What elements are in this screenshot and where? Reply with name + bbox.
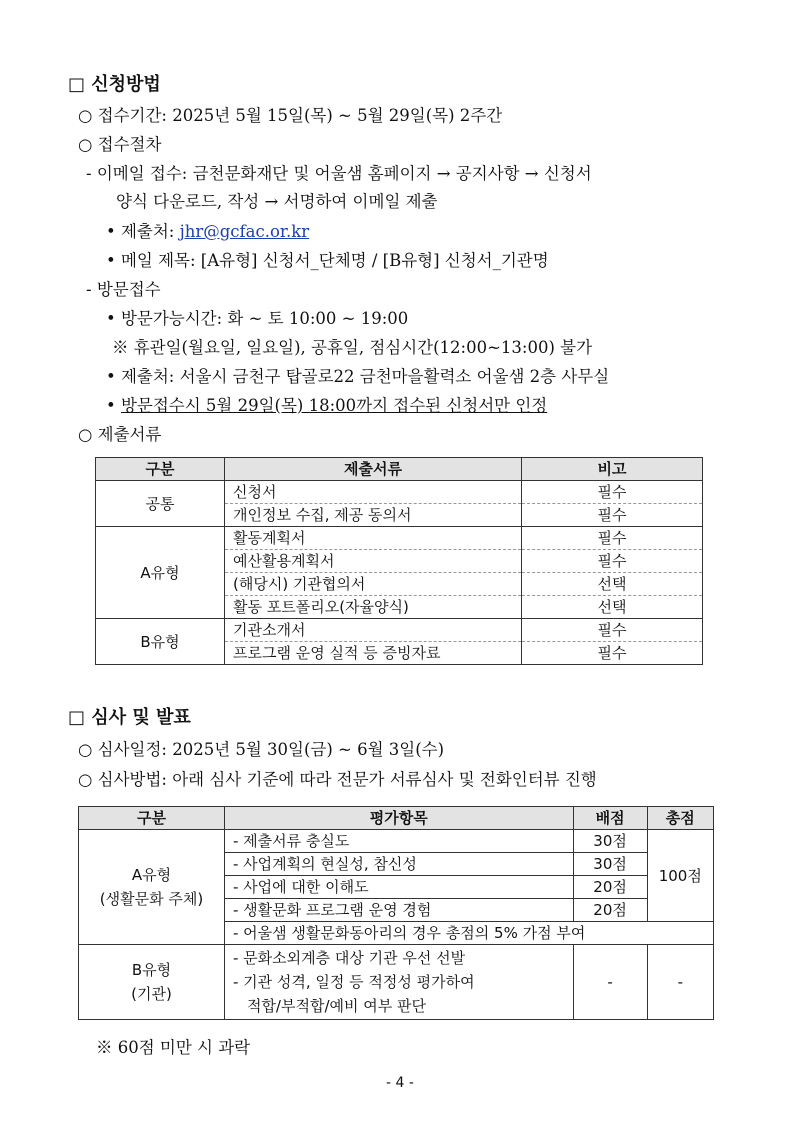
eval-b-item: - 문화소외계층 대상 기관 우선 선발 (232, 949, 466, 967)
application-period: ○ 접수기간: 2025년 5월 15일(목) ~ 5월 29일(목) 2주간 (78, 106, 503, 125)
eval-b-type-sub: (기관) (131, 985, 172, 1003)
document-remark: 선택 (522, 596, 703, 619)
docs-header-category: 구분 (96, 458, 225, 481)
fail-note: ※ 60점 미만 시 과락 (96, 1038, 251, 1057)
document-name: 예산활용계획서 (225, 550, 522, 573)
visit-submission-heading: - 방문접수 (86, 280, 161, 299)
document-name: (해당시) 기관협의서 (225, 573, 522, 596)
visit-place: • 제출처: 서울시 금천구 탑골로22 금천마을활력소 어울샘 2층 사무실 (106, 367, 610, 386)
eval-score: 30점 (573, 830, 647, 853)
document-name: 개인정보 수집, 제공 동의서 (225, 504, 522, 527)
document-remark: 필수 (522, 642, 703, 665)
eval-header-items: 평가항목 (224, 807, 573, 830)
eval-header-category: 구분 (79, 807, 225, 830)
eval-header-total: 총점 (647, 807, 713, 830)
mail-subject-line: • 메일 제목: [A유형] 신청서_단체명 / [B유형] 신청서_기관명 (106, 251, 549, 270)
table-row (79, 945, 714, 1020)
document-name: 활동계획서 (225, 527, 522, 550)
group-b-type: B유형 (96, 619, 225, 665)
documents-heading: ○ 제출서류 (78, 425, 162, 444)
evaluation-table (78, 806, 714, 1020)
eval-b-total: - (647, 945, 713, 1020)
visit-hours: • 방문가능시간: 화 ~ 토 10:00 ~ 19:00 (106, 309, 409, 328)
eval-header-score: 배점 (573, 807, 647, 830)
documents-table-header (96, 458, 703, 481)
visit-deadline-bullet: • (106, 396, 121, 415)
submit-email-link[interactable]: jhr@gcfac.or.kr (179, 222, 310, 241)
email-submission-line2: 양식 다운로드, 작성 → 서명하여 이메일 제출 (116, 192, 438, 211)
group-a-type: A유형 (96, 527, 225, 619)
documents-table (95, 457, 703, 665)
document-name: 기관소개서 (225, 619, 522, 642)
eval-item: - 제출서류 충실도 (224, 830, 573, 853)
section-title-review: □ 심사 및 발표 (68, 707, 191, 728)
eval-b-score: - (573, 945, 647, 1020)
document-remark: 필수 (522, 619, 703, 642)
visit-deadline: 방문접수시 5월 29일(목) 18:00까지 접수된 신청서만 인정 (120, 396, 548, 415)
eval-b-items (224, 945, 573, 1020)
document-remark: 필수 (522, 504, 703, 527)
eval-a-type-cell (79, 830, 225, 945)
section-title-application: □ 신청방법 (68, 74, 161, 95)
eval-item: - 사업에 대한 이해도 (224, 876, 573, 899)
table-row (96, 527, 703, 550)
evaluation-table-header (79, 807, 714, 830)
document-name: 신청서 (225, 481, 522, 504)
review-schedule: ○ 심사일정: 2025년 5월 30일(금) ~ 6월 3일(수) (78, 740, 445, 759)
eval-a-type-sub: (생활문화 주체) (99, 890, 204, 908)
document-remark: 필수 (522, 550, 703, 573)
document-remark: 선택 (522, 573, 703, 596)
eval-b-type: B유형 (131, 961, 172, 979)
eval-item: - 생활문화 프로그램 운영 경험 (224, 899, 573, 922)
document-name: 프로그램 운영 실적 등 증빙자료 (225, 642, 522, 665)
document-remark: 필수 (522, 527, 703, 550)
page-number: - 4 - (386, 1075, 414, 1091)
eval-score: 20점 (573, 876, 647, 899)
table-row (79, 830, 714, 853)
application-procedure-heading: ○ 접수절차 (78, 135, 162, 154)
review-method: ○ 심사방법: 아래 심사 기준에 따라 전문가 서류심사 및 전화인터뷰 진행 (78, 770, 597, 789)
eval-a-total: 100점 (647, 830, 713, 922)
eval-score: 30점 (573, 853, 647, 876)
closed-days-note: ※ 휴관일(월요일, 일요일), 공휴일, 점심시간(12:00~13:00) 불가 (112, 338, 593, 357)
group-common: 공통 (96, 481, 225, 527)
submit-to-line (106, 221, 309, 243)
submit-to-label: • 제출처: (106, 222, 180, 241)
eval-b-type-cell (79, 945, 225, 1020)
document-name: 활동 포트폴리오(자율양식) (225, 596, 522, 619)
eval-b-item: - 기관 성격, 일정 등 적정성 평가하여 (232, 973, 475, 991)
eval-a-type: A유형 (131, 866, 172, 884)
docs-header-documents: 제출서류 (225, 458, 522, 481)
table-row (96, 619, 703, 642)
eval-score: 20점 (573, 899, 647, 922)
docs-header-remarks: 비고 (522, 458, 703, 481)
eval-b-item: 적합/부적합/예비 여부 판단 (246, 997, 426, 1015)
table-row (96, 481, 703, 504)
email-submission-line1: - 이메일 접수: 금천문화재단 및 어울샘 홈페이지 → 공지사항 → 신청서 (86, 164, 592, 183)
eval-a-bonus: - 어울샘 생활문화동아리의 경우 총점의 5% 가점 부여 (224, 922, 713, 945)
visit-deadline-line (106, 395, 547, 417)
document-remark: 필수 (522, 481, 703, 504)
eval-item: - 사업계획의 현실성, 참신성 (224, 853, 573, 876)
